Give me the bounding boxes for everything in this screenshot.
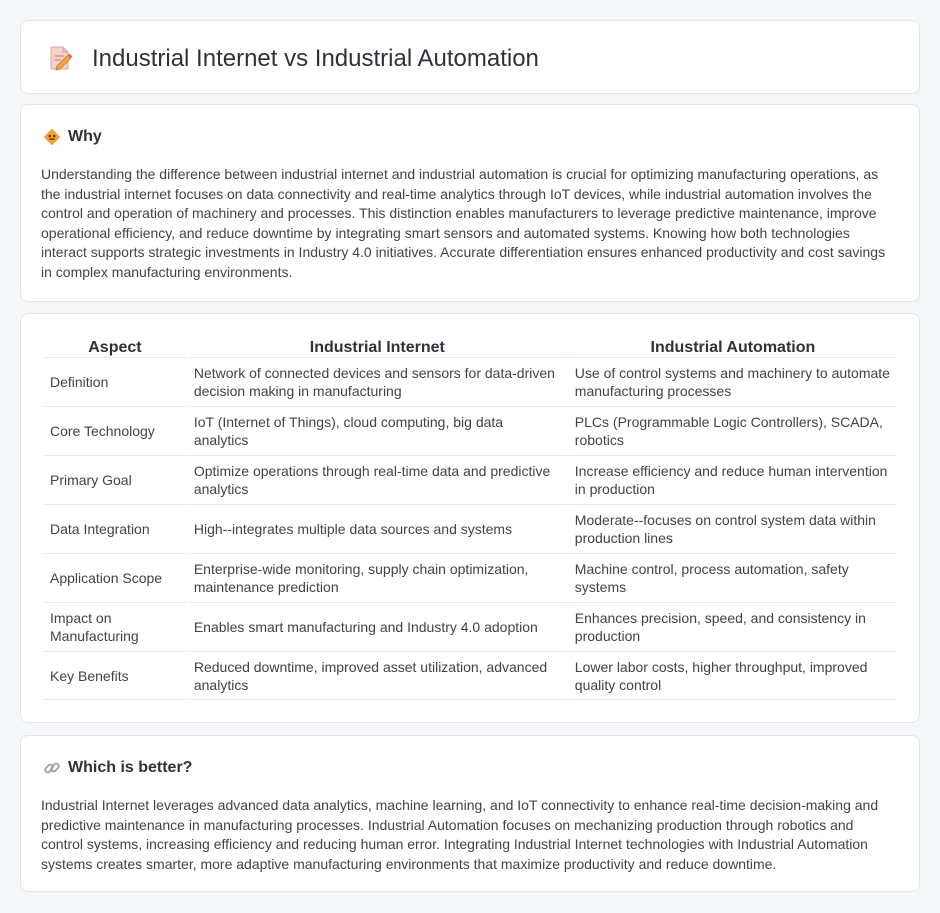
why-heading <box>43 127 102 147</box>
document-pencil-icon <box>47 44 73 72</box>
table-row <box>44 358 897 407</box>
table-row <box>44 554 897 603</box>
industrial-automation-cell: Machine control, process automation, safety systems <box>569 554 897 603</box>
aspect-cell: Impact on Manufacturing <box>44 603 186 652</box>
industrial-internet-cell: Enables smart manufacturing and Industry 4.0 adoption <box>188 603 567 652</box>
industrial-internet-cell: Reduced downtime, improved asset utilization, advanced analytics <box>188 652 567 700</box>
column-header: Industrial Internet <box>188 336 567 358</box>
which-is-better-label: Which is better? <box>68 759 193 776</box>
why-heading-label: Why <box>68 128 102 145</box>
aspect-cell: Core Technology <box>44 407 186 456</box>
aspect-cell: Key Benefits <box>44 652 186 700</box>
title-card <box>20 20 920 94</box>
comparison-card <box>20 313 920 723</box>
table-row <box>44 407 897 456</box>
link-icon <box>43 759 61 777</box>
industrial-automation-cell: Moderate--focuses on control system data within production lines <box>569 505 897 554</box>
industrial-automation-cell: Increase efficiency and reduce human intervention in production <box>569 456 897 505</box>
industrial-internet-cell: Optimize operations through real-time data and predictive analytics <box>188 456 567 505</box>
industrial-automation-cell: Use of control systems and machinery to automate manufacturing processes <box>569 358 897 407</box>
column-header: Aspect <box>44 336 186 358</box>
table-row <box>44 652 897 700</box>
which-is-better-text: Industrial Internet leverages advanced data analytics, machine learning, and IoT connectivity to enhance real-time decision-making and predictive maintenance in manufacturing processes. Industrial Automation focuses on mechanizing production through robotics and control systems, increasing efficiency and reducing human error. Integrating Industrial Internet technologies with Industrial Automation systems creates smarter, more adaptive manufacturing environments that maximize productivity and reduce downtime. <box>41 797 879 872</box>
industrial-automation-cell: Enhances precision, speed, and consistency in production <box>569 603 897 652</box>
diamond-warning-icon <box>43 128 61 146</box>
industrial-automation-cell: PLCs (Programmable Logic Controllers), SCADA, robotics <box>569 407 897 456</box>
table-row <box>44 456 897 505</box>
which-is-better-heading <box>43 758 192 778</box>
aspect-cell: Definition <box>44 358 186 407</box>
why-text: Understanding the difference between industrial internet and industrial automation is crucial for optimizing manufacturing operations, as the industrial internet focuses on data connectivity and real-time analytics through IoT devices, while industrial automation involves the control and operation of machinery and processes. This distinction enables manufacturers to leverage predictive maintenance, improve operational efficiency, and reduce downtime by integrating smart sensors and automated systems. Knowing how both technologies interact supports strategic investments in Industry 4.0 initiatives. Accurate differentiation ensures enhanced productivity and cost savings in complex manufacturing environments. <box>41 166 886 280</box>
aspect-cell: Data Integration <box>44 505 186 554</box>
table-header-row <box>44 336 897 358</box>
industrial-automation-cell: Lower labor costs, higher throughput, improved quality control <box>569 652 897 700</box>
comparison-table <box>42 336 899 700</box>
why-card <box>20 104 920 302</box>
table-row <box>44 505 897 554</box>
industrial-internet-cell: High--integrates multiple data sources and systems <box>188 505 567 554</box>
page-title: Industrial Internet vs Industrial Automation <box>92 45 539 72</box>
aspect-cell: Primary Goal <box>44 456 186 505</box>
aspect-cell: Application Scope <box>44 554 186 603</box>
which-is-better-card <box>20 735 920 892</box>
industrial-internet-cell: IoT (Internet of Things), cloud computing, big data analytics <box>188 407 567 456</box>
table-row <box>44 603 897 652</box>
column-header: Industrial Automation <box>569 336 897 358</box>
industrial-internet-cell: Network of connected devices and sensors for data-driven decision making in manufacturing <box>188 358 567 407</box>
industrial-internet-cell: Enterprise-wide monitoring, supply chain optimization, maintenance prediction <box>188 554 567 603</box>
